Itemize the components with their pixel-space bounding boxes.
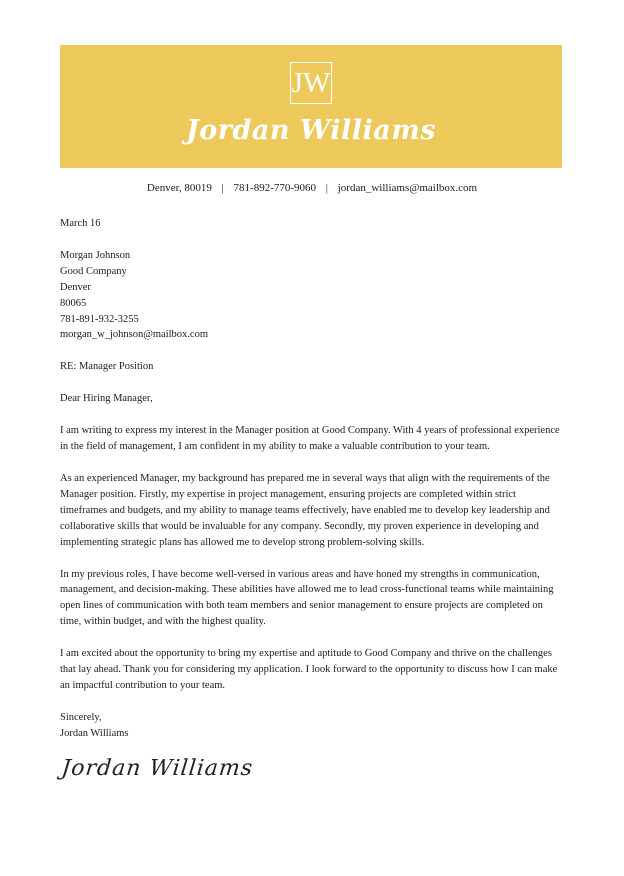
recipient-company: Good Company: [60, 265, 127, 277]
page-title: Jordan Williams: [185, 115, 437, 146]
salutation: Dear Hiring Manager,: [60, 393, 153, 405]
closing-block: [60, 710, 564, 742]
recipient-name: Morgan Johnson: [60, 249, 131, 261]
contact-location: Denver, 80019: [146, 182, 212, 194]
recipient-block: [60, 248, 564, 343]
monogram-badge: [290, 62, 332, 104]
recipient-email: morgan_w_johnson@mailbox.com: [60, 329, 209, 341]
monogram-initials: JW: [291, 67, 331, 99]
closing: Sincerely,: [60, 711, 102, 723]
body-paragraph-4: I am excited about the opportunity to bring my expertise and aptitude to Good Company and thrive on the challenges that lay ahead. Thank you for considering my application. I look forward to the opportunity to discuss how I can make an impactful contribution to your team.: [60, 648, 558, 691]
letter-date: March 16: [60, 218, 101, 229]
contact-phone: 781-892-770-9060: [233, 182, 317, 194]
letter-body: [60, 216, 564, 783]
body-paragraph-2: As an experienced Manager, my background has prepared me in several ways that align with the requirements of the Manager position. Firstly, my expertise in project management, ensuring projects are completed within strict timeframes and budgets, and my ability to manage teams effectively, have enabled me to develop key leadership and collaborative skills that would be invaluable for any company. Secondly, my proven experience in developing and implementing strategic plans has allowed me to develop strong problem-solving skills.: [60, 472, 550, 548]
recipient-city: Denver: [60, 281, 91, 293]
contact-separator: |: [325, 182, 328, 194]
header-banner: [60, 45, 562, 168]
body-paragraph-3: In my previous roles, I have become well-versed in various areas and have honed my strengths in communication, management, and decision-making. These abilities have allowed me to lead cross-functional teams while maintaining open lines of communication with both team members and senior management to ensure projects are completed on time, within budget, and with the highest quality.: [60, 568, 554, 628]
contact-line: [0, 181, 624, 195]
contact-separator: |: [221, 182, 224, 194]
body-paragraph-1: I am writing to express my interest in the Manager position at Good Company. With 4 years of professional experience in the field of management, I am confident in my ability to make a valuable contribution to your team.: [60, 425, 560, 453]
recipient-phone: 781-891-932-3255: [60, 313, 139, 325]
recipient-zip: 80065: [60, 297, 87, 309]
signature-script: Jordan Williams: [60, 755, 255, 781]
subject-line: RE: Manager Position: [60, 361, 154, 373]
signer-name: Jordan Williams: [60, 727, 129, 739]
contact-email: jordan_williams@mailbox.com: [337, 182, 478, 194]
